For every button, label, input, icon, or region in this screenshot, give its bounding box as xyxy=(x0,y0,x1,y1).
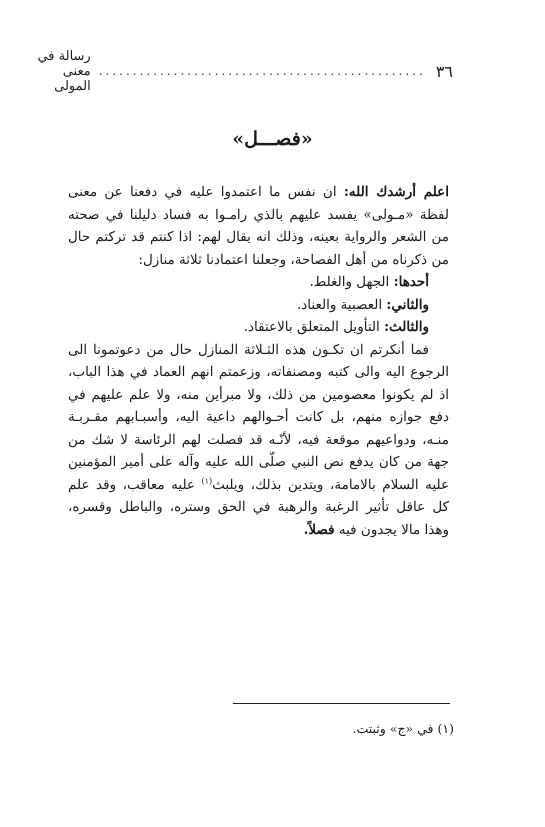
running-header xyxy=(26,48,453,94)
point-label: والثاني: xyxy=(386,296,429,313)
footnote-divider xyxy=(233,703,450,704)
paragraph-end-word: فصلاً. xyxy=(303,521,335,538)
intro-lead: اعلم أرشدك الله: xyxy=(343,184,449,200)
footnote: (١) في «ج» وثبتت. xyxy=(352,721,454,736)
leader-dots: ................................................ xyxy=(98,64,426,78)
list-item xyxy=(68,316,449,339)
intro-text: ان نفس ما اعتمدوا عليه في دفعنا عن معنى لفظة «مـولى» يفسد عليهم بالذي رامـوا به فساد دليلنا في صحته من الشعر والرواية بعينه، وذلك انه يقال لهم: اذا كنتم قد تركتم حال من ذكرناه من أهل الفصاحة، وجعلنا اعتمادنا ثلاثة منازل: xyxy=(68,184,449,268)
running-title: رسالة في معنى المولى xyxy=(37,48,91,94)
point-label: والثالث: xyxy=(384,319,429,335)
paragraph-text-continued: عليه معاقب، وقد علم كل عاقل تأثير الرغبة والرهبة في الحق وستره، والباطل وقسره، وهذا مالا يجدون فيه xyxy=(68,476,449,538)
page-number: ٣٦ xyxy=(435,61,453,81)
paragraph-text: فما أنكرتم ان تكـون هذه الثـلاثة المنازل حال من دعوتمونا الى الرجوع اليه والى كتبه ومصنفاته، وزعمتم انهم العماد في هذا الباب، اذ لم يكونوا معصومين من ذلك، ولا مبرأين منه، ولا علم عليهم في دفع جوازه منهم، بل كانت أحـوالهم داعية اليه، وأسبـابهم مقـربـة منـه، ودواعيهم موقعة فيه، لأنّـه قد فصلت لهم الرئاسة لا شك من جهة من كان يدفع نص النبي صلّى الله عليه وآله على أمير المؤمنين عليه السلام بالامامة، ويتدين بذلك، ويلبث xyxy=(68,341,449,493)
point-label: أحدها: xyxy=(393,274,429,290)
list-item xyxy=(68,271,449,294)
point-text: العصبية والعناد. xyxy=(296,296,383,313)
point-text: الجهل والغلط. xyxy=(309,274,390,290)
main-paragraph xyxy=(68,339,449,542)
list-item xyxy=(68,294,449,317)
point-text: التأويل المتعلق بالاعتقاد. xyxy=(243,319,380,335)
section-heading: «فصـــل» xyxy=(232,128,313,150)
intro-paragraph xyxy=(68,181,449,271)
body-text xyxy=(68,181,449,541)
footnote-marker: (١) xyxy=(201,476,213,485)
